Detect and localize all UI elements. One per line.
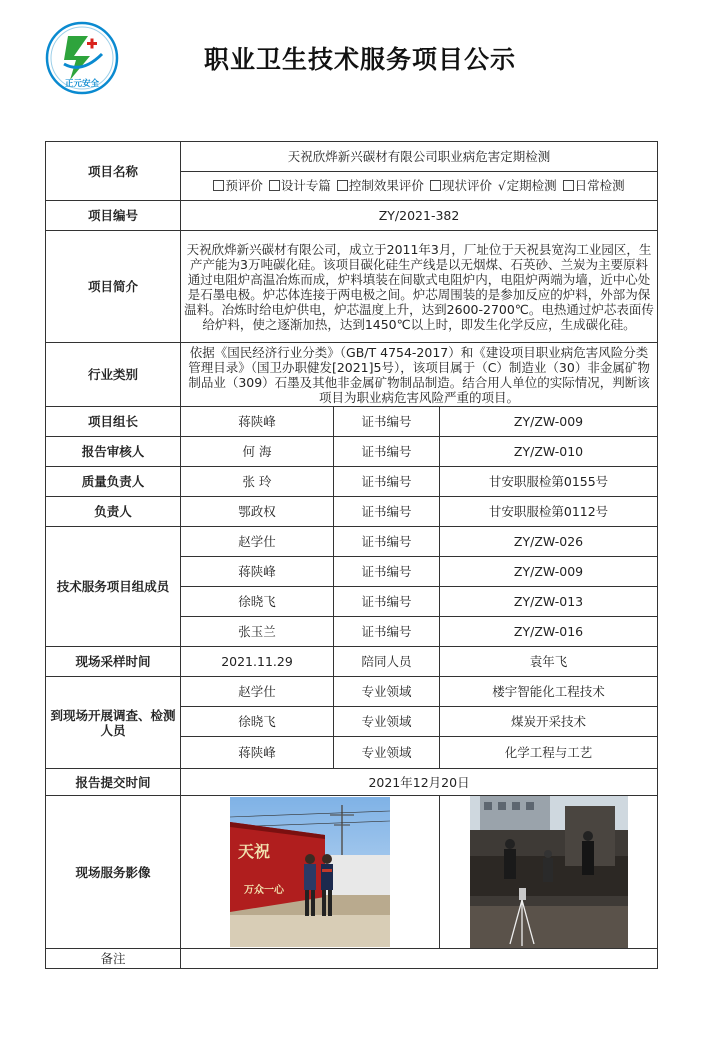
sampling-date: 2021.11.29 [181, 647, 334, 677]
site-photo-testing [470, 796, 628, 948]
field-value: 煤炭开采技术 [440, 707, 658, 737]
person-name: 鄂政权 [181, 497, 334, 527]
table-row [46, 527, 658, 557]
project-info-table [45, 141, 658, 969]
table-row [46, 949, 658, 969]
member-name: 蒋陕峰 [181, 557, 334, 587]
option-label: 预评价 [225, 178, 263, 193]
project-number-label: 项目编号 [46, 201, 181, 231]
table-row [46, 677, 658, 707]
page-title: 职业卫生技术服务项目公示 [203, 45, 516, 74]
checkbox-icon [213, 180, 224, 191]
role-label: 质量负责人 [46, 467, 181, 497]
remark-value [181, 949, 658, 969]
table-row [46, 497, 658, 527]
check-mark-icon: √ [497, 179, 506, 193]
option-label: 定期检测 [506, 178, 557, 193]
field-value: 楼宇智能化工程技术 [440, 677, 658, 707]
cert-label: 证书编号 [334, 437, 440, 467]
table-row [46, 769, 658, 796]
person-name: 蒋陕峰 [181, 407, 334, 437]
cert-number: ZY/ZW-026 [440, 527, 658, 557]
option-label: 现状评价 [441, 178, 492, 193]
person-name: 何 海 [181, 437, 334, 467]
survey-label: 到现场开展调查、检测人员 [46, 677, 181, 769]
checkbox-icon [337, 180, 348, 191]
option-label: 日常检测 [574, 178, 625, 193]
surveyor-name: 徐晓飞 [181, 707, 334, 737]
service-type-option [563, 178, 625, 193]
industry-text: 依据《国民经济行业分类》（GB/T 4754-2017）和《建设项目职业病危害风险分类管理目录》（国卫办职健发[2021]5号），该项目属于（C）制造业（30）非金属矿物制品业（309）石墨及其他非金属矿物制品制造。结合用人单位的实际情况，判断该项目为职业病危害风险严重的项目。 [181, 343, 658, 407]
project-number: ZY/2021-382 [181, 201, 658, 231]
option-label: 控制效果评价 [348, 178, 424, 193]
field-value: 化学工程与工艺 [440, 737, 658, 769]
member-name: 赵学仕 [181, 527, 334, 557]
member-name: 张玉兰 [181, 617, 334, 647]
cert-label: 证书编号 [334, 527, 440, 557]
table-row [46, 647, 658, 677]
service-type-option [269, 178, 331, 193]
companion-label: 陪同人员 [334, 647, 440, 677]
cert-number: ZY/ZW-010 [440, 437, 658, 467]
service-type-option [337, 178, 424, 193]
field-label: 专业领域 [334, 737, 440, 769]
role-label: 项目组长 [46, 407, 181, 437]
cert-number: ZY/ZW-009 [440, 407, 658, 437]
cert-label: 证书编号 [334, 617, 440, 647]
sign-text: 天祝 [238, 842, 271, 861]
team-label: 技术服务项目组成员 [46, 527, 181, 647]
service-type-option [213, 178, 263, 193]
field-label: 专业领域 [334, 677, 440, 707]
remark-label: 备注 [46, 949, 181, 969]
site-photo-sign [230, 797, 390, 947]
table-row [46, 796, 658, 949]
service-type-options [181, 172, 658, 201]
cert-number: ZY/ZW-009 [440, 557, 658, 587]
checkbox-icon [563, 180, 574, 191]
project-intro: 天祝欣烨新兴碳材有限公司，成立于2011年3月，厂址位于天祝县宽沟工业园区，生产产能为3万吨碳化硅。该项目碳化硅生产线是以无烟煤、石英砂、兰炭为主要原料通过电阻炉高温冶炼而成，炉料填装在间歇式电阻炉内，电阻炉两端为墙，近中心处是石墨电极。炉芯体连接于两电极之间。炉芯周围装的是参加反应的炉料，外部为保温料。冶炼时给电炉供电，炉芯温度上升，达到2600-2700℃。电热通过炉芯表面传给炉料，使之逐渐加热，达到1450℃以上时，即发生化学反应，生成碳化硅。 [181, 231, 658, 343]
sampling-label: 现场采样时间 [46, 647, 181, 677]
report-date: 2021年12月20日 [181, 769, 658, 796]
cert-label: 证书编号 [334, 557, 440, 587]
role-label: 报告审核人 [46, 437, 181, 467]
photos-label: 现场服务影像 [46, 796, 181, 949]
table-row [46, 437, 658, 467]
cert-number: ZY/ZW-016 [440, 617, 658, 647]
report-label: 报告提交时间 [46, 769, 181, 796]
project-intro-label: 项目简介 [46, 231, 181, 343]
checkbox-icon [430, 180, 441, 191]
option-label: 设计专篇 [280, 178, 331, 193]
cert-label: 证书编号 [334, 587, 440, 617]
industry-label: 行业类别 [46, 343, 181, 407]
field-label: 专业领域 [334, 707, 440, 737]
cert-label: 证书编号 [334, 497, 440, 527]
cert-number: 甘安职服检第0155号 [440, 467, 658, 497]
table-row [46, 407, 658, 437]
cert-label: 证书编号 [334, 467, 440, 497]
checkbox-icon [269, 180, 280, 191]
companion-name: 袁年飞 [440, 647, 658, 677]
surveyor-name: 赵学仕 [181, 677, 334, 707]
logo-text: 正元安全 [64, 79, 100, 89]
project-name-label: 项目名称 [46, 142, 181, 201]
project-name: 天祝欣烨新兴碳材有限公司职业病危害定期检测 [181, 142, 658, 172]
surveyor-name: 蒋陕峰 [181, 737, 334, 769]
person-name: 张 玲 [181, 467, 334, 497]
sign-slogan: 万众一心 [244, 885, 284, 896]
role-label: 负责人 [46, 497, 181, 527]
cert-label: 证书编号 [334, 407, 440, 437]
service-type-option [430, 178, 492, 193]
cert-number: 甘安职服检第0112号 [440, 497, 658, 527]
service-type-option [498, 178, 557, 194]
table-row [46, 467, 658, 497]
member-name: 徐晓飞 [181, 587, 334, 617]
cert-number: ZY/ZW-013 [440, 587, 658, 617]
